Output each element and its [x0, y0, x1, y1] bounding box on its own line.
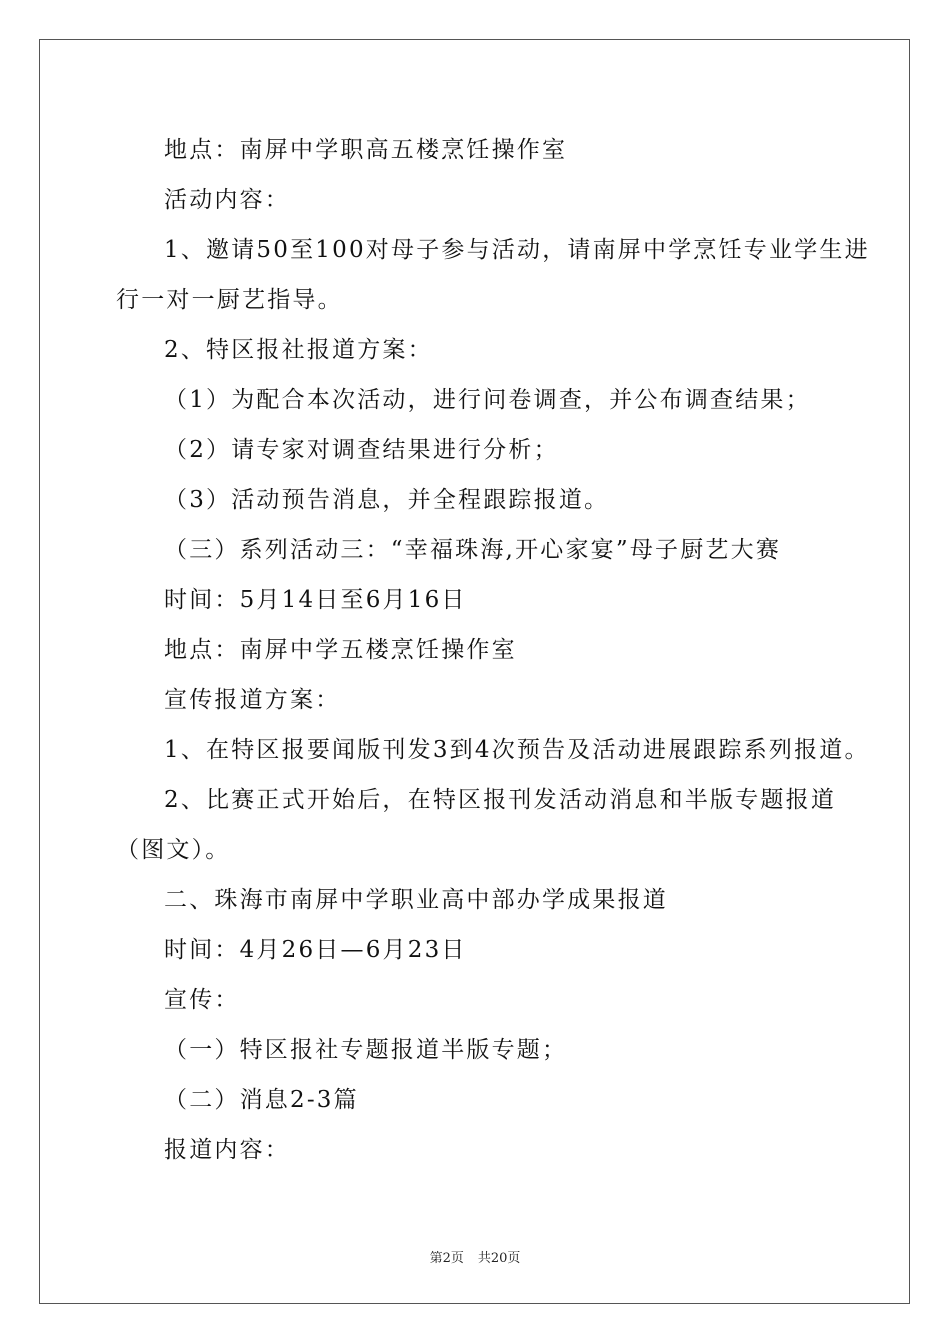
paragraph-line: 报道内容：	[164, 1137, 290, 1163]
page-footer	[0, 1247, 950, 1266]
paragraph-line: 活动内容：	[164, 187, 290, 213]
paragraph-line: （图文）。	[116, 837, 231, 863]
paragraph-line: （一）特区报社专题报道半版专题；	[164, 1037, 568, 1063]
paragraph-line: 地点：南屏中学五楼烹饪操作室	[164, 637, 517, 663]
paragraph-line: 宣传：	[164, 987, 240, 1013]
paragraph-line: 行一对一厨艺指导。	[116, 287, 343, 313]
paragraph-line: 2、比赛正式开始后，在特区报刊发活动消息和半版专题报道	[164, 787, 837, 813]
paragraph-line: （三）系列活动三：“幸福珠海,开心家宴”母子厨艺大赛	[164, 537, 782, 563]
paragraph-line: 二、珠海市南屏中学职业高中部办学成果报道	[164, 887, 668, 913]
paragraph-line: 地点：南屏中学职高五楼烹饪操作室	[164, 137, 568, 163]
paragraph-line: 1、在特区报要闻版刊发3到4次预告及活动进展跟踪系列报道。	[164, 737, 870, 763]
paragraph-line: （二）消息2-3篇	[164, 1087, 359, 1113]
paragraph-line: 宣传报道方案：	[164, 687, 341, 713]
paragraph-line: 时间：4月26日—6月23日	[164, 937, 467, 963]
paragraph-line: 2、特区报社报道方案：	[164, 337, 433, 363]
paragraph-line: 时间：5月14日至6月16日	[164, 587, 467, 613]
page-total: 共20页	[477, 1251, 521, 1266]
paragraph-line: （3）活动预告消息，并全程跟踪报道。	[164, 487, 610, 513]
paragraph-line: （2）请专家对调查结果进行分析；	[164, 437, 559, 463]
paragraph-line: 1、邀请50至100对母子参与活动，请南屏中学烹饪专业学生进	[164, 237, 870, 263]
paragraph-line: （1）为配合本次活动，进行问卷调查，并公布调查结果；	[164, 387, 811, 413]
page-number: 第2页	[429, 1251, 464, 1266]
